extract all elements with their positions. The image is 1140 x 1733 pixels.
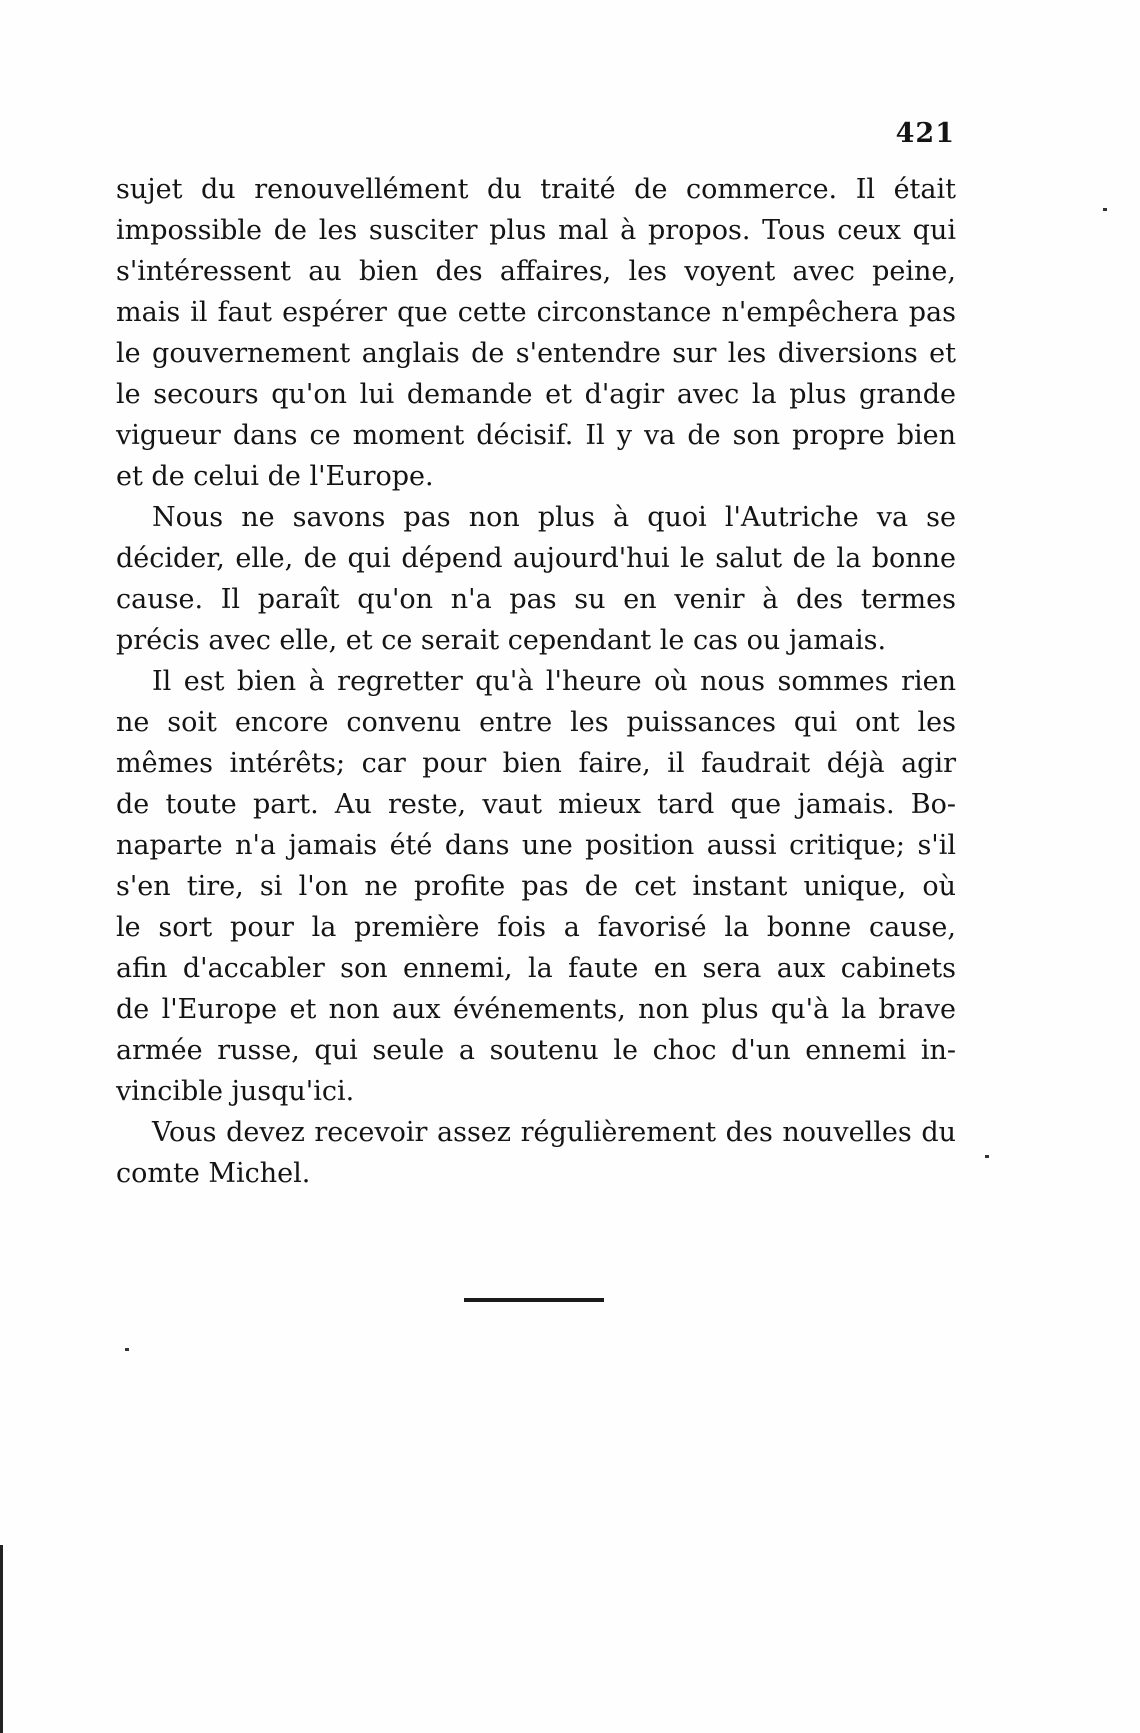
paragraph-3 [116, 661, 956, 1112]
text-line: le secours qu'on lui demande et d'agir avec la plus grande [116, 379, 956, 410]
text-line: mêmes intérêts; car pour bien faire, il faudrait déjà agir [116, 748, 956, 779]
text-line: armée russe, qui seule a soutenu le choc d'un ennemi in- [116, 1035, 956, 1066]
scan-speck [1103, 208, 1107, 211]
text-line: afin d'accabler son ennemi, la faute en sera aux cabinets [116, 953, 956, 984]
scan-edge-mark [0, 1545, 3, 1733]
text-line: vincible jusqu'ici. [116, 1076, 355, 1107]
paragraph-2 [116, 497, 956, 661]
text-line: s'intéressent au bien des affaires, les voyent avec peine, [116, 256, 956, 287]
text-line: mais il faut espérer que cette circonstance n'empêchera pas [116, 297, 956, 328]
section-end-rule [464, 1298, 604, 1302]
text-line: naparte n'a jamais été dans une position aussi critique; s'il [116, 830, 956, 861]
scan-speck [125, 1348, 129, 1351]
text-line: cause. Il paraît qu'on n'a pas su en venir à des termes [116, 584, 956, 615]
page-number: 421 [895, 118, 955, 149]
text-line: le gouvernement anglais de s'entendre sur les diversions et [116, 338, 956, 369]
paragraph-1 [116, 169, 956, 497]
text-line: Il est bien à regretter qu'à l'heure où nous sommes rien [152, 666, 956, 697]
text-line: impossible de les susciter plus mal à propos. Tous ceux qui [116, 215, 956, 246]
text-line: de l'Europe et non aux événements, non plus qu'à la brave [116, 994, 956, 1025]
text-line: s'en tire, si l'on ne profite pas de cet instant unique, où [116, 871, 956, 902]
text-line: Vous devez recevoir assez régulièrement des nouvelles du [152, 1117, 956, 1148]
text-line: vigueur dans ce moment décisif. Il y va de son propre bien [116, 420, 956, 451]
scan-speck [985, 1155, 989, 1158]
text-line: comte Michel. [116, 1158, 311, 1189]
body-text [116, 169, 956, 1194]
paragraph-4 [116, 1112, 956, 1194]
text-line: sujet du renouvellément du traité de commerce. Il était [116, 174, 956, 205]
text-line: précis avec elle, et ce serait cependant le cas ou jamais. [116, 625, 887, 656]
text-line: Nous ne savons pas non plus à quoi l'Autriche va se [152, 502, 956, 533]
text-line: de toute part. Au reste, vaut mieux tard que jamais. Bo- [116, 789, 956, 820]
text-line: le sort pour la première fois a favorisé la bonne cause, [116, 912, 956, 943]
text-line: ne soit encore convenu entre les puissances qui ont les [116, 707, 956, 738]
text-line: et de celui de l'Europe. [116, 461, 434, 492]
text-line: décider, elle, de qui dépend aujourd'hui le salut de la bonne [116, 543, 956, 574]
